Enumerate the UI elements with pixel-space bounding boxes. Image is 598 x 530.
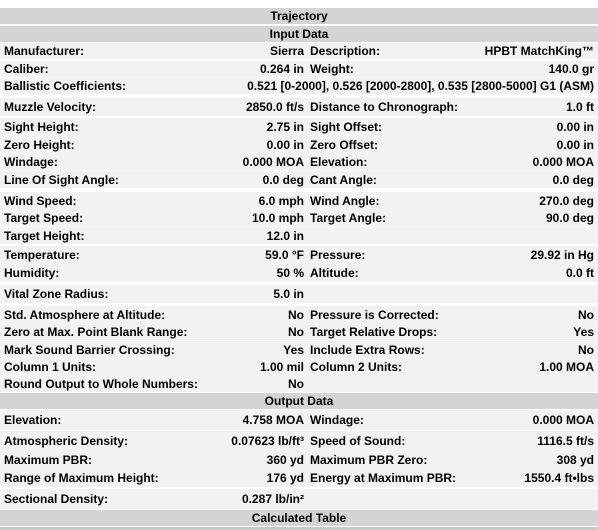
field-value: 1116.5 ft/s <box>537 434 594 448</box>
field-value: 0.264 in <box>259 62 304 76</box>
field-value: Sierra <box>269 44 304 58</box>
field-label: Sight Offset: <box>310 120 382 134</box>
data-row <box>0 489 598 509</box>
field-value: No <box>288 376 304 391</box>
field-label: Cant Angle: <box>310 172 377 187</box>
field-value: 270.0 deg <box>539 194 594 208</box>
field-value: 308 yd <box>556 453 594 467</box>
field-label: Maximum PBR Zero: <box>310 453 428 467</box>
data-row <box>0 375 598 392</box>
field-value: 0.521 [0-2000], 0.526 [2000-2800], 0.535 [2800-5000] G1 (ASM) <box>247 79 594 93</box>
field-label: Range of Maximum Height: <box>4 471 159 485</box>
field-value: 2850.0 ft/s <box>245 100 304 114</box>
field-label: Std. Atmosphere at Altitude: <box>4 307 166 322</box>
field-label: Sight Height: <box>4 120 79 134</box>
field-label: Weight: <box>310 62 354 76</box>
data-row <box>0 323 598 340</box>
field-label: Speed of Sound: <box>310 434 406 448</box>
field-label: Zero at Max. Point Blank Range: <box>4 324 188 339</box>
field-label: Altitude: <box>310 266 359 280</box>
field-label: Pressure is Corrected: <box>310 307 439 322</box>
field-value: 6.0 mph <box>258 194 304 208</box>
field-label: Humidity: <box>4 266 60 280</box>
data-row <box>0 43 598 59</box>
field-label: Description: <box>310 44 381 58</box>
field-value: 176 yd <box>266 471 304 485</box>
field-label: Column 1 Units: <box>4 359 96 374</box>
field-label: Zero Offset: <box>310 137 379 152</box>
field-label: Line Of Sight Angle: <box>4 172 119 187</box>
field-value: 0.00 in <box>266 137 304 152</box>
field-value: 4.758 MOA <box>242 413 304 427</box>
field-value: No <box>288 324 304 339</box>
field-value: 0.00 in <box>556 120 594 134</box>
field-value: 0.0 ft <box>565 266 594 280</box>
field-label: Round Output to Whole Numbers: <box>4 376 198 391</box>
report-title: Trajectory <box>270 9 328 23</box>
field-label: Manufacturer: <box>4 44 85 58</box>
data-row <box>0 451 598 469</box>
input-data-header <box>0 26 598 42</box>
data-row <box>0 306 598 323</box>
title-bar <box>0 8 598 24</box>
calculated-table-header <box>0 510 598 526</box>
field-value: 0.000 MOA <box>532 413 594 427</box>
field-label: Wind Speed: <box>4 194 77 208</box>
field-label: Zero Height: <box>4 137 75 152</box>
field-value: No <box>578 307 594 322</box>
field-value: 1.0 ft <box>565 100 594 114</box>
field-value: 1.00 MOA <box>539 359 594 374</box>
output-data-header <box>0 393 598 409</box>
field-label: Target Angle: <box>310 210 387 225</box>
data-row <box>0 171 598 188</box>
field-label: Vital Zone Radius: <box>4 287 109 301</box>
data-row <box>0 341 598 358</box>
field-label: Caliber: <box>4 62 49 76</box>
field-value: 360 yd <box>266 453 304 467</box>
data-row <box>0 431 598 451</box>
field-value: 0.0 deg <box>552 172 594 187</box>
field-label: Ballistic Coefficients: <box>4 79 127 93</box>
data-row <box>0 410 598 430</box>
data-row <box>0 136 598 153</box>
field-value: Yes <box>283 342 304 357</box>
field-value: No <box>578 342 594 357</box>
field-label: Windage: <box>4 154 58 169</box>
field-value: 90.0 deg <box>545 210 594 225</box>
field-value: 140.0 gr <box>548 62 594 76</box>
calculated-table-title: Calculated Table <box>251 511 347 525</box>
field-label: Windage: <box>310 413 364 427</box>
field-value: 29.92 in Hg <box>530 248 594 262</box>
field-value: 0.000 MOA <box>242 154 304 169</box>
field-label: Atmospheric Density: <box>4 434 129 448</box>
data-row <box>0 61 598 77</box>
field-label: Column 2 Units: <box>310 359 402 374</box>
data-row <box>0 118 598 136</box>
field-label: Elevation: <box>4 413 62 427</box>
field-label: Mark Sound Barrier Crossing: <box>4 342 175 357</box>
data-row <box>0 78 598 94</box>
field-label: Energy at Maximum PBR: <box>310 471 457 485</box>
data-row <box>0 285 598 303</box>
field-value: No <box>288 307 304 322</box>
field-label: Sectional Density: <box>4 492 109 506</box>
data-row <box>0 98 598 116</box>
field-label: Target Relative Drops: <box>310 324 438 339</box>
field-value: 1550.4 ft•lbs <box>524 471 594 485</box>
data-row <box>0 153 598 170</box>
data-row <box>0 358 598 375</box>
field-value: HPBT MatchKing™ <box>484 44 594 58</box>
data-row <box>0 209 598 226</box>
field-value: 0.0 deg <box>262 172 304 187</box>
field-value: 0.00 in <box>556 137 594 152</box>
data-row <box>0 227 598 244</box>
field-label: Target Speed: <box>4 210 84 225</box>
field-value: 10.0 mph <box>251 210 304 225</box>
field-label: Wind Angle: <box>310 194 380 208</box>
data-row <box>0 264 598 282</box>
field-value: 1.00 mil <box>259 359 304 374</box>
field-value: 50 % <box>276 266 304 280</box>
field-label: Elevation: <box>310 154 368 169</box>
field-label: Distance to Chronograph: <box>310 100 459 114</box>
field-value: 59.0 °F <box>265 248 304 262</box>
field-label: Target Height: <box>4 228 85 243</box>
data-row <box>0 192 598 210</box>
field-label: Temperature: <box>4 248 80 262</box>
data-row <box>0 469 598 487</box>
field-label: Pressure: <box>310 248 366 262</box>
data-row <box>0 246 598 264</box>
field-label: Maximum PBR: <box>4 453 93 467</box>
field-value: 2.75 in <box>266 120 304 134</box>
field-value: 0.000 MOA <box>532 154 594 169</box>
field-label: Include Extra Rows: <box>310 342 425 357</box>
input-data-title: Input Data <box>269 27 329 41</box>
field-value: Yes <box>573 324 594 339</box>
field-value: 0.287 lb/in² <box>241 492 304 506</box>
output-data-title: Output Data <box>264 394 334 408</box>
field-value: 12.0 in <box>266 228 304 243</box>
field-value: 5.0 in <box>273 287 304 301</box>
field-value: 0.07623 lb/ft³ <box>231 434 304 448</box>
field-label: Muzzle Velocity: <box>4 100 97 114</box>
